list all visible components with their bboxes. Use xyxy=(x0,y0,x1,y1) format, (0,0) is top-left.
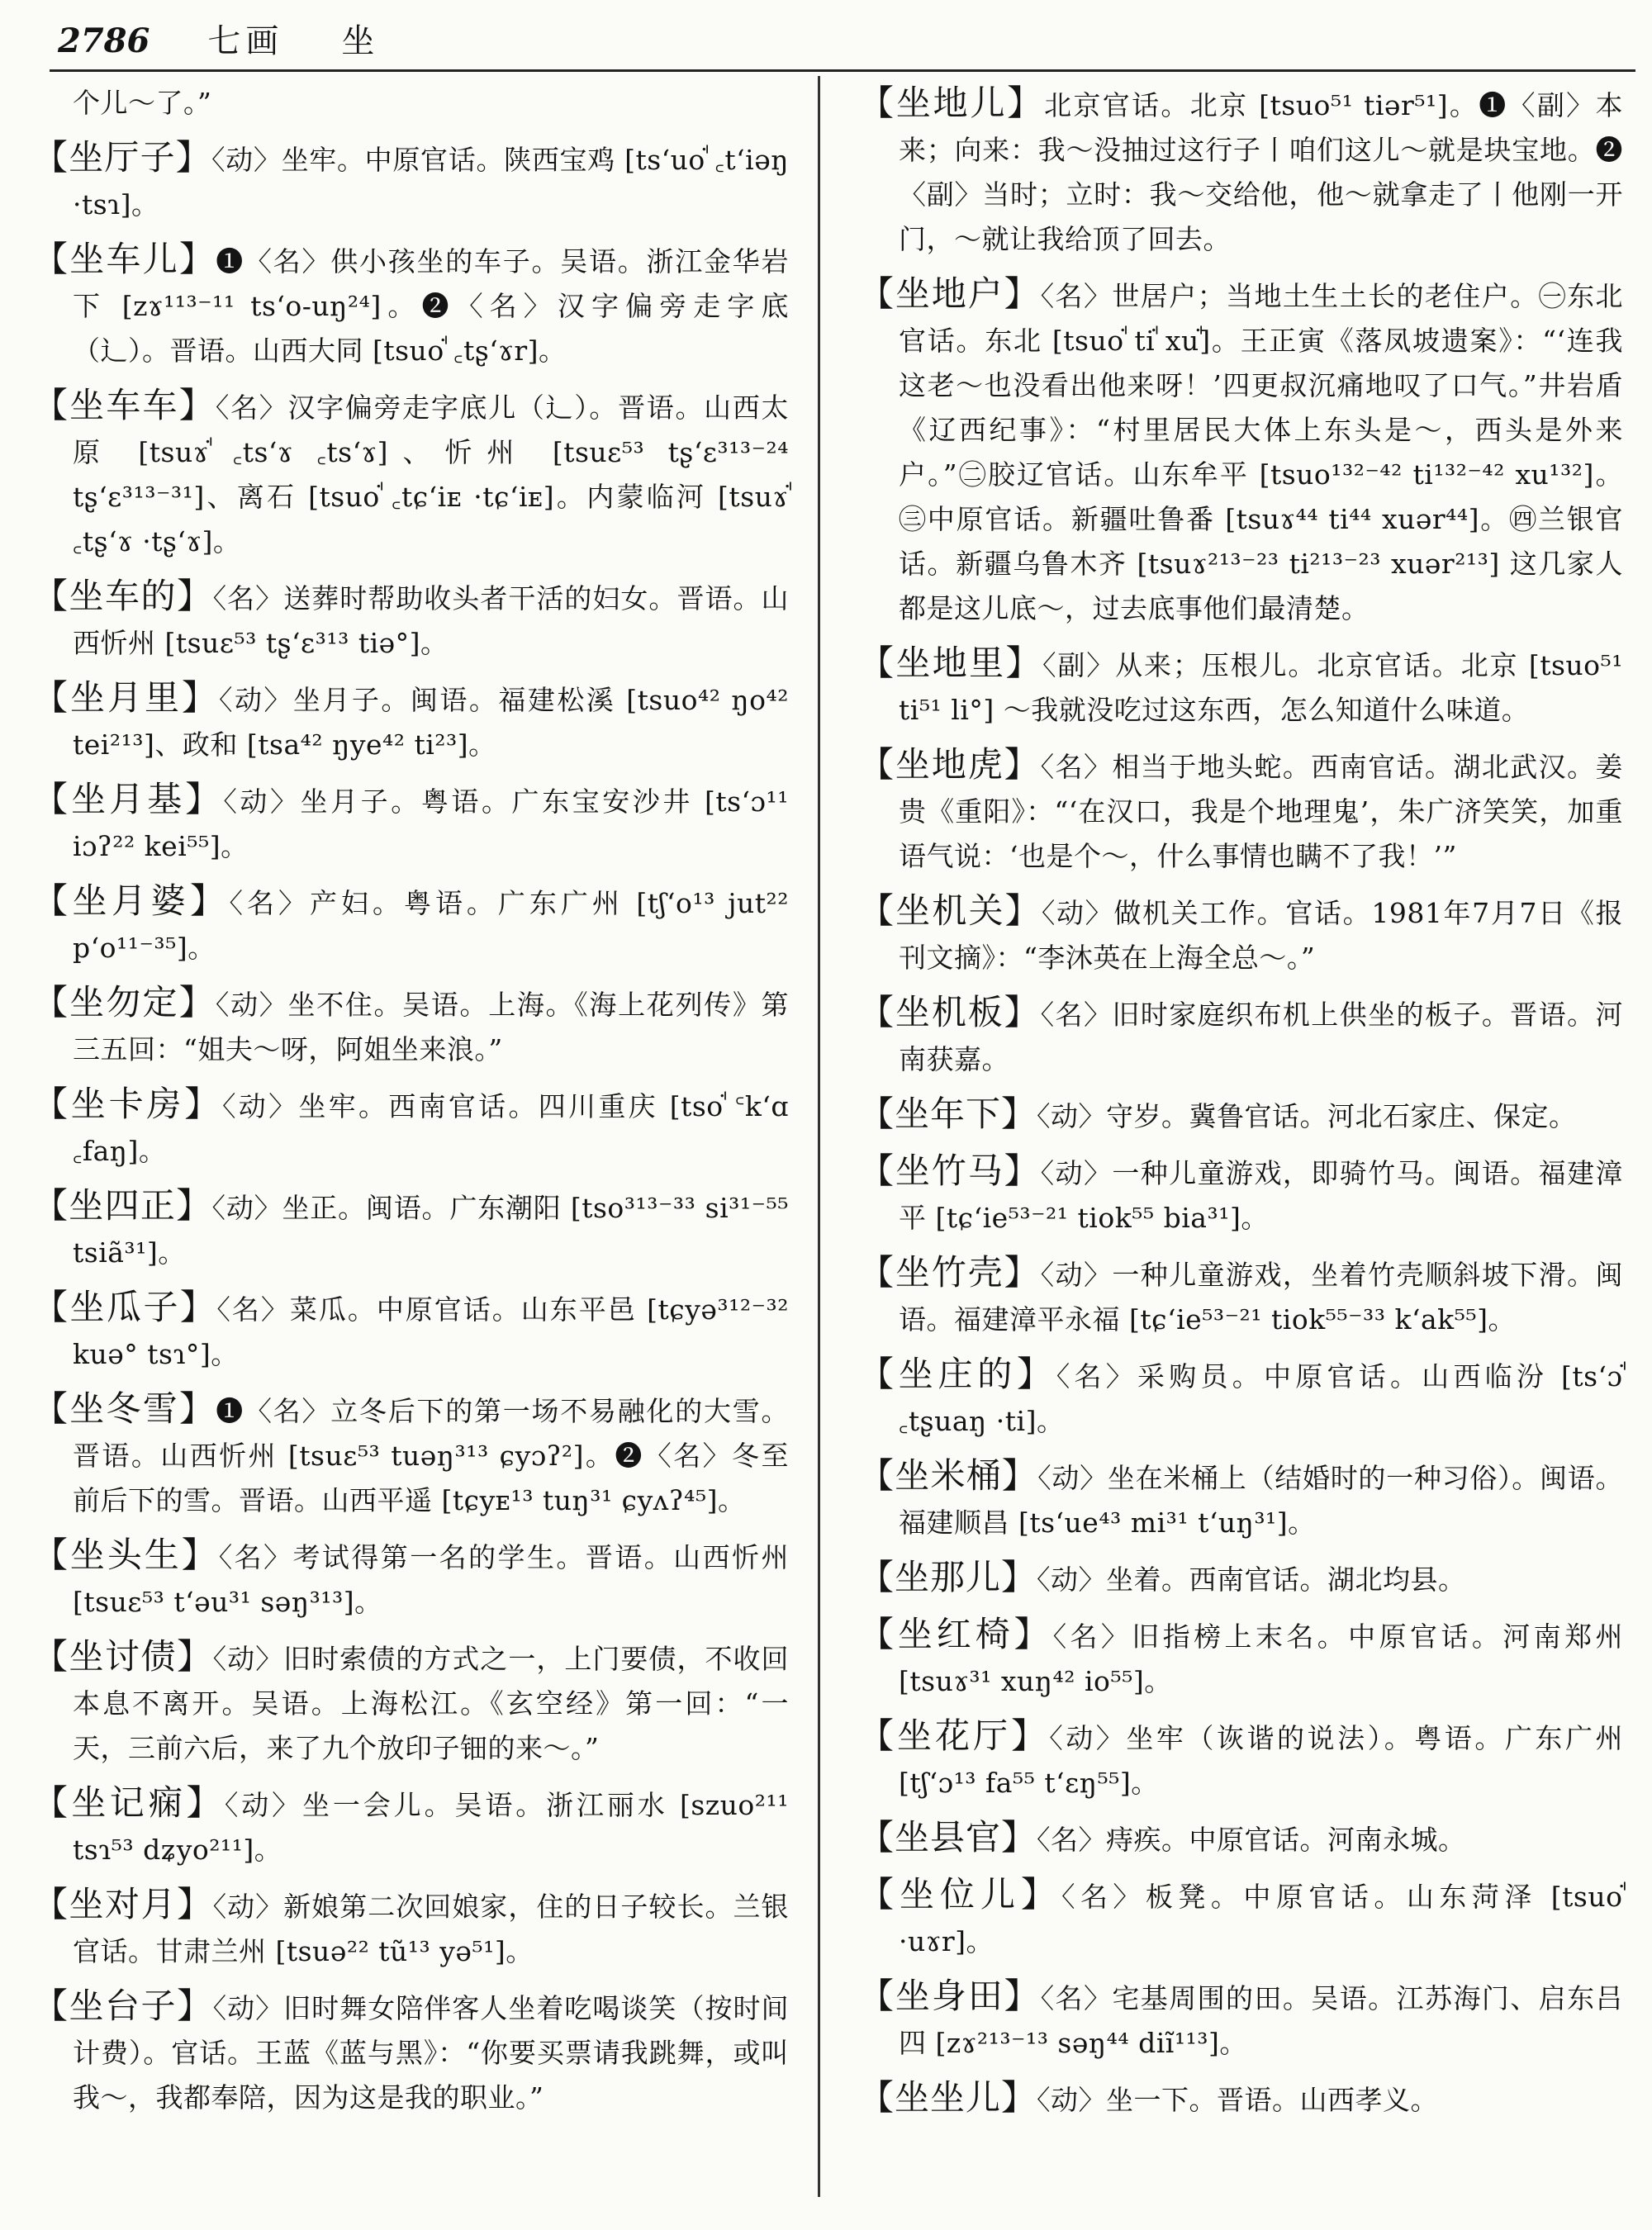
entry-headword: 【坐花厅】 xyxy=(859,1715,1050,1756)
entry-headword: 【坐车儿】 xyxy=(33,239,216,279)
entry-headword: 【坐红椅】 xyxy=(859,1614,1053,1654)
entry-definition: 〈名〉旧指榜上末名。中原官话。河南郑州 [tsuɤ³¹ xuŋ⁴² io⁵⁵]。 xyxy=(899,1620,1623,1697)
stroke-count-label: 七画 xyxy=(207,22,284,60)
entry-headword: 【坐那儿】 xyxy=(859,1557,1037,1597)
entry-headword: 【坐年下】 xyxy=(859,1094,1037,1134)
entry-headword: 【坐月婆】 xyxy=(33,880,230,921)
entry-headword: 【坐竹壳】 xyxy=(859,1252,1041,1293)
dictionary-entry xyxy=(33,879,789,970)
entry-definition: 〈名〉旧时家庭织布机上供坐的板子。晋语。河南获嘉。 xyxy=(899,999,1623,1075)
entry-headword: 【坐记痫】 xyxy=(33,1782,225,1823)
entry-headword: 【坐厅子】 xyxy=(33,137,211,178)
dictionary-entry xyxy=(859,743,1623,879)
entry-definition: 〈名〉采购员。中原官话。山西临汾 [ts‘ɔꜗ ꜀tʂuaŋ ·ti]。 xyxy=(899,1360,1623,1437)
entry-definition: 个儿～了。” xyxy=(73,87,212,119)
entry-definition: 〈动〉坐月子。粤语。广东宝安沙井 [ts‘ɔ¹¹ iɔʔ²² kei⁵⁵]。 xyxy=(73,785,789,862)
dictionary-entry xyxy=(859,1092,1623,1139)
dictionary-entry xyxy=(859,1352,1623,1444)
dictionary-entry xyxy=(33,1082,789,1174)
entry-definition: 〈动〉坐牢。西南官话。四川重庆 [tsoꜗ ꜂k‘ɑ ꜀faŋ]。 xyxy=(73,1090,789,1167)
dictionary-entry xyxy=(859,990,1623,1082)
dictionary-entry xyxy=(859,641,1623,733)
dictionary-entry xyxy=(33,574,789,666)
dictionary-entry xyxy=(859,1149,1623,1241)
dictionary-entry xyxy=(33,1781,789,1872)
entry-headword: 【坐地户】 xyxy=(859,273,1041,314)
entry-headword: 【坐冬雪】 xyxy=(33,1388,216,1429)
entry-headword: 【坐卡房】 xyxy=(33,1084,222,1124)
entry-definition: 〈动〉坐正。闽语。广东潮阳 [tso³¹³⁻³³ si³¹⁻⁵⁵ tsiã³¹]。 xyxy=(73,1192,789,1269)
section-character: 坐 xyxy=(341,22,375,60)
entry-definition: 〈动〉坐一下。晋语。山西孝义。 xyxy=(1037,2084,1439,2116)
entry-definition: 〈动〉一种儿童游戏，坐着竹壳顺斜坡下滑。闽语。福建漳平永福 [tɕ‘ie⁵³⁻²¹ tiok⁵⁵⁻³³ k‘ak⁵⁵]。 xyxy=(899,1259,1623,1336)
entry-headword: 【坐竹马】 xyxy=(859,1151,1041,1191)
entry-headword: 【坐机板】 xyxy=(859,992,1041,1032)
entry-definition: 〈动〉坐牢（诙谐的说法）。粤语。广东广州 [tʃ‘ɔ¹³ fa⁵⁵ t‘ɛŋ⁵⁵]。 xyxy=(899,1722,1623,1799)
dictionary-entry xyxy=(859,1815,1623,1862)
right-column xyxy=(859,81,1623,2133)
dictionary-entry xyxy=(33,1184,789,1275)
page-number: 2786 xyxy=(58,21,150,60)
entry-definition: 〈动〉坐在米桶上（结婚时的一种习俗）。闽语。福建顺昌 [ts‘ue⁴³ mi³¹ t‘uŋ³¹]。 xyxy=(899,1462,1623,1539)
entry-headword: 【坐四正】 xyxy=(33,1185,212,1226)
entry-definition: 〈动〉旧时索债的方式之一，上门要债，不收回本息不离开。吴语。上海松江。《玄空经》第一回：“一天，三前六后，来了九个放印子钿的来～。” xyxy=(73,1643,789,1764)
entry-headword: 【坐瓜子】 xyxy=(33,1287,217,1327)
dictionary-entry xyxy=(33,237,789,373)
entry-headword: 【坐勿定】 xyxy=(33,982,216,1022)
entry-definition: 〈动〉坐月子。闽语。福建松溪 [tsuo⁴² ŋo⁴² tei²¹³]、政和 [tsa⁴² ŋye⁴² ti²³]。 xyxy=(73,684,789,761)
entry-continuation xyxy=(33,81,789,126)
entry-definition: 〈名〉菜瓜。中原官话。山东平邑 [tɕyə³¹²⁻³² kuə° tsɿ°]。 xyxy=(73,1293,789,1370)
dictionary-entry xyxy=(859,1250,1623,1342)
entry-headword: 【坐台子】 xyxy=(33,1986,213,2026)
dictionary-entry xyxy=(859,1872,1623,1964)
dictionary-entry xyxy=(859,1555,1623,1602)
entry-headword: 【坐县官】 xyxy=(859,1817,1037,1858)
entry-headword: 【坐月里】 xyxy=(33,677,219,718)
entry-definition: 〈动〉坐一会儿。吴语。浙江丽水 [szuo²¹¹ tsɿ⁵³ dʑyo²¹¹]。 xyxy=(73,1789,789,1866)
dictionary-entry xyxy=(33,383,789,564)
dictionary-entry xyxy=(33,1533,789,1625)
entry-headword: 【坐对月】 xyxy=(33,1884,213,1924)
entry-headword: 【坐地儿】 xyxy=(859,83,1045,123)
entry-definition: 〈名〉考试得第一名的学生。晋语。山西忻州 [tsuɛ⁵³ t‘əu³¹ səŋ³¹³]。 xyxy=(73,1541,789,1618)
entry-headword: 【坐车的】 xyxy=(33,576,213,616)
entry-definition: 〈动〉一种儿童游戏，即骑竹马。闽语。福建漳平 [tɕ‘ie⁵³⁻²¹ tiok⁵⁵ bia³¹]。 xyxy=(899,1157,1623,1234)
entry-definition: 〈名〉送葬时帮助收头者干活的妇女。晋语。山西忻州 [tsuɛ⁵³ tʂ‘ɛ³¹³ tiə°]。 xyxy=(73,582,789,659)
dictionary-entry xyxy=(859,1612,1623,1704)
dictionary-entry xyxy=(859,2076,1623,2123)
dictionary-entry xyxy=(33,135,789,227)
dictionary-entry xyxy=(859,889,1623,980)
entry-headword: 【坐地里】 xyxy=(859,643,1042,683)
dictionary-entry xyxy=(859,1714,1623,1805)
left-column xyxy=(33,81,789,2130)
entry-headword: 【坐讨债】 xyxy=(33,1636,213,1677)
dictionary-entry xyxy=(859,1454,1623,1545)
entry-headword: 【坐位儿】 xyxy=(859,1874,1061,1914)
dictionary-entry xyxy=(859,272,1623,631)
entry-definition: 〈名〉世居户；当地土生土长的老住户。㊀东北官话。东北 [tsuoꜗ tiꜗ xuꜗ]。王正寅《落凤坡遗案》：“‘连我这老～也没看出他来呀！’四更叔沉痛地叹了口气。”井岩盾《辽西纪事》：“村里居民大体上东头是～，西头是外来户。”㊁胶辽官话。山东牟平 [tsuo¹³²⁻⁴² ti¹³²⁻⁴² xu¹³²]。㊂中原官话。新疆吐鲁番 [tsuɤ⁴⁴ ti⁴⁴ xuər⁴⁴]。㊃兰银官话。新疆乌鲁木齐 [tsuɤ²¹³⁻²³ ti²¹³⁻²³ xuər²¹³] 这几家人都是这儿底～，过去底事他们最清楚。 xyxy=(899,280,1623,624)
entry-definition: 〈动〉守岁。冀鲁官话。河北石家庄、保定。 xyxy=(1037,1100,1577,1132)
entry-headword: 【坐米桶】 xyxy=(859,1455,1038,1496)
entry-headword: 【坐月基】 xyxy=(33,779,224,819)
entry-definition: 〈动〉坐不住。吴语。上海。《海上花列传》第三五回：“姐夫～呀，阿姐坐来浪。” xyxy=(73,989,789,1065)
entry-definition: 〈动〉坐着。西南官话。湖北均县。 xyxy=(1037,1563,1466,1596)
entry-definition: 〈名〉宅基周围的田。吴语。江苏海门、启东吕四 [zɤ²¹³⁻¹³ səŋ⁴⁴ diĩ¹¹³]。 xyxy=(899,1982,1623,2059)
entry-definition: 〈名〉汉字偏旁走字底儿（辶）。晋语。山西太原 [tsuɤꜗ ꜀ts‘ɤ ꜀ts‘ɤ]、忻州 [tsuɛ⁵³ tʂ‘ɛ³¹³⁻²⁴ tʂ‘ɛ³¹³⁻³¹]、离石 [tsuoꜗ ꜀tɕ‘iᴇ ·tɕ‘iᴇ]。内蒙临河 [tsuɤꜗ ꜀tʂ‘ɤ ·tʂ‘ɤ]。 xyxy=(73,391,789,558)
entry-headword: 【坐身田】 xyxy=(859,1976,1041,2016)
entry-definition: 〈动〉坐牢。中原官话。陕西宝鸡 [ts‘uoꜗ ꜀t‘iəŋ ·tsɿ]。 xyxy=(73,144,789,221)
entry-definition: 〈名〉相当于地头蛇。西南官话。湖北武汉。姜贵《重阳》：“‘在汉口，我是个地理鬼’，朱广济笑笑，加重语气说：‘也是个～，什么事情也瞒不了我！’” xyxy=(899,751,1623,872)
entry-headword: 【坐机关】 xyxy=(859,890,1042,931)
dictionary-entry xyxy=(33,1984,789,2120)
dictionary-entry xyxy=(33,1882,789,1974)
entry-definition: 〈名〉痔疾。中原官话。河南永城。 xyxy=(1037,1824,1466,1856)
entry-headword: 【坐庄的】 xyxy=(859,1354,1056,1394)
entry-headword: 【坐车车】 xyxy=(33,385,216,425)
dictionary-entry xyxy=(859,81,1623,262)
dictionary-entry xyxy=(859,1974,1623,2066)
entry-definition: 〈名〉板凳。中原官话。山东菏泽 [tsuoꜗ ·uɤr]。 xyxy=(899,1881,1623,1957)
dictionary-entry xyxy=(33,777,789,869)
entry-definition: 〈动〉做机关工作。官话。1981年7月7日《报刊文摘》：“李沐英在上海全总～。” xyxy=(899,897,1623,974)
entry-headword: 【坐坐儿】 xyxy=(859,2077,1037,2118)
dictionary-entry xyxy=(33,980,789,1072)
header-rule xyxy=(50,69,1635,72)
entry-definition: ❶〈名〉供小孩坐的车子。吴语。浙江金华岩下 [zɤ¹¹³⁻¹¹ ts‘o-uŋ²⁴]。❷〈名〉汉字偏旁走字底（辶）。晋语。山西大同 [tsuoꜗ ꜀tʂ‘ɤr]。 xyxy=(73,245,789,367)
entry-definition: ❶〈名〉立冬后下的第一场不易融化的大雪。晋语。山西忻州 [tsuɛ⁵³ tuəŋ³¹³ ɕyɔʔ²]。❷〈名〉冬至前后下的雪。晋语。山西平遥 [tɕyᴇ¹³ tuŋ³¹ ɕyʌʔ⁴⁵]。 xyxy=(73,1395,789,1516)
page-header xyxy=(58,15,1619,68)
dictionary-entry xyxy=(33,1285,789,1377)
dictionary-entry xyxy=(33,676,789,767)
entry-definition: 〈动〉旧时舞女陪伴客人坐着吃喝谈笑（按时间计费）。官话。王蓝《蓝与黑》：“你要买票请我跳舞，或叫我～，我都奉陪，因为这是我的职业。” xyxy=(73,1992,789,2114)
entry-definition: 〈动〉新娘第二次回娘家，住的日子较长。兰银官话。甘肃兰州 [tsuə²² tũ¹³ yə⁵¹]。 xyxy=(73,1891,789,1967)
column-divider xyxy=(818,76,820,2197)
dictionary-entry xyxy=(33,1387,789,1523)
entry-headword: 【坐头生】 xyxy=(33,1535,219,1575)
entry-headword: 【坐地虎】 xyxy=(859,744,1041,785)
entry-definition: 〈名〉产妇。粤语。广东广州 [tʃ‘o¹³ jut²² p‘o¹¹⁻³⁵]。 xyxy=(73,887,789,964)
dictionary-entry xyxy=(33,1635,789,1771)
entry-definition: 北京官话。北京 [tsuo⁵¹ tiər⁵¹]。❶〈副〉本来；向来：我～没抽过这行子丨咱们这儿～就是块宝地。❷〈副〉当时；立时：我～交给他，他～就拿走了丨他刚一开门，～就让我给顶了回去。 xyxy=(899,89,1623,255)
entry-definition: 〈副〉从来；压根儿。北京官话。北京 [tsuo⁵¹ ti⁵¹ li°] ～我就没吃过这东西，怎么知道什么味道。 xyxy=(899,649,1623,726)
